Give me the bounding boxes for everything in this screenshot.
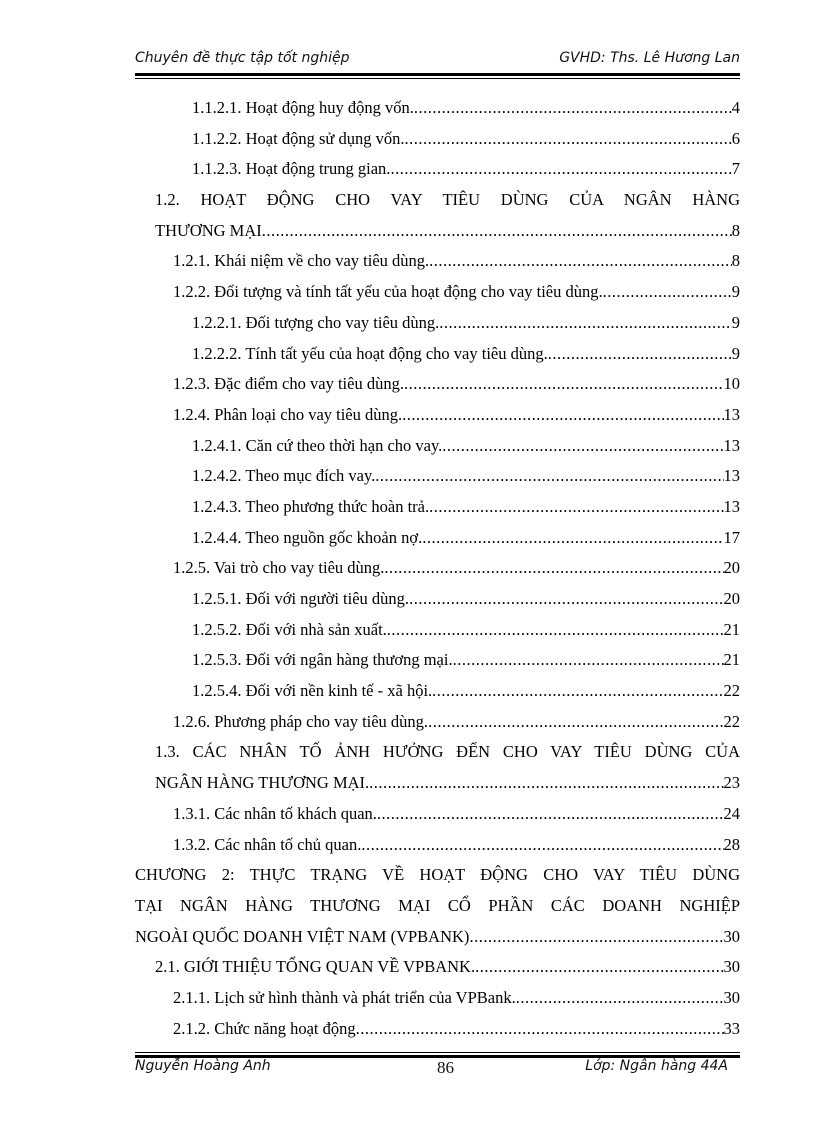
toc-entry [135,584,740,615]
toc-entry [135,645,740,676]
toc-entry-title: 2.1.1. Lịch sử hình thành và phát triển của VPBank. [173,987,516,1007]
toc-entry-page: 22 [723,711,740,731]
toc-entry-page: 8 [731,220,740,240]
toc-entry-page: 4 [731,98,740,117]
toc-entry-title: 1.2.4. Phân loại cho vay tiêu dùng. [173,404,403,424]
toc-entry-page: 23 [723,773,740,793]
toc-entry [135,707,740,738]
toc-entry-page: 10 [723,374,740,394]
toc-entry-page: 21 [723,619,740,639]
toc-entry-title-line1: CHƯƠNG 2: THỰC TRẠNG VỀ HOẠT ĐỘNG CHO VAY TIÊU DÙNG [135,865,740,885]
toc-entry-title: 1.2.4.2. Theo mục đích vay. [192,466,376,486]
toc-entry-title-line2: NGÂN HÀNG THƯƠNG MẠI. [155,773,370,793]
toc-entry-title: 1.2.5.1. Đối với người tiêu dùng. [192,589,410,608]
toc-entry-title: 1.3.1. Các nhân tố khách quan. [173,803,377,823]
toc-entry-page: 17 [723,527,740,547]
toc-entry-page: 24 [723,803,740,823]
toc-entry-title: 1.2.2.1. Đối tượng cho vay tiêu dùng. [192,312,440,332]
toc-entry-title: 1.3.2. Các nhân tố chủ quan. [173,834,362,854]
toc-entry-page: 6 [731,128,740,148]
toc-entry-title: 2.1.2. Chức năng hoạt động [173,1018,356,1038]
toc-entry-page: 30 [723,926,740,946]
toc-entry [135,93,740,124]
toc-entry-title: 1.2.4.4. Theo nguồn gốc khoản nợ. [192,527,423,547]
toc-entry-multiline [135,216,740,247]
toc-entry [135,339,740,370]
toc-entry [135,277,740,308]
toc-entry [135,461,740,492]
toc-entry [135,830,740,861]
toc-entry-multiline [135,891,740,922]
toc-entry [135,431,740,462]
toc-entry-page: 9 [731,282,740,302]
toc-entry-page: 8 [731,251,740,271]
toc-entry-page: 28 [723,834,740,854]
toc-entry-page: 21 [723,650,740,670]
toc-entry [135,523,740,554]
toc-entry-title: 1.2.5.4. Đối với nền kinh tế - xã hội. [192,681,433,701]
toc-entry-page: 30 [723,957,740,977]
toc-entry [135,246,740,277]
toc-entry-multiline [135,860,740,891]
toc-entry-title: 1.2.4.1. Căn cứ theo thời hạn cho vay. [192,435,443,455]
toc-entry-page: 13 [723,435,740,455]
footer-rule-thin [135,1052,740,1053]
toc-entry-title: 1.2.4.3. Theo phương thức hoàn trả. [192,496,430,516]
header-rule-thick [135,73,740,76]
header-rule-thin [135,78,740,79]
toc-entry-title-line2: TẠI NGÂN HÀNG THƯƠNG MẠI CỔ PHẦN CÁC DOANH NGHIỆP [135,895,740,915]
toc-entry-page: 13 [723,404,740,424]
toc-entry-page: 9 [731,312,740,332]
toc-entry-title-line3: NGOÀI QUỐC DOANH VIỆT NAM (VPBANK) [135,926,470,946]
toc-entry-page: 33 [723,1018,740,1038]
toc-entry-page: 13 [723,496,740,516]
toc-entry-page: 13 [723,466,740,486]
toc-entry-title-line1: 1.2. HOẠT ĐỘNG CHO VAY TIÊU DÙNG CỦA NGÂN HÀNG [155,190,740,210]
toc-entry-title: 1.2.6. Phương pháp cho vay tiêu dùng. [173,711,429,731]
toc-entry [135,799,740,830]
toc-entry-multiline [135,737,740,768]
toc-entry-page: 20 [723,558,740,578]
header-title: Chuyên đề thực tập tốt nghiệp [135,50,350,66]
toc-entry-title-line2: THƯƠNG MẠI [155,220,262,240]
toc-entry [135,492,740,523]
toc-entry-multiline [135,185,740,216]
toc-entry-title: 1.1.2.3. Hoạt động trung gian. [192,159,391,179]
toc-entry-title: 1.2.5. Vai trò cho vay tiêu dùng. [173,558,385,578]
toc-entry-title: 1.2.3. Đặc điểm cho vay tiêu dùng. [173,374,404,394]
header-advisor: GVHD: Ths. Lê Hương Lan [559,50,740,66]
toc-entry-title: 1.1.2.2. Hoạt động sử dụng vốn. [192,128,405,148]
toc-entry [135,154,740,185]
toc-entry-title: 2.1. GIỚI THIỆU TỔNG QUAN VỀ VPBANK. [155,957,476,977]
toc-entry-title-line1: 1.3. CÁC NHÂN TỐ ẢNH HƯỞNG ĐẾN CHO VAY TIÊU DÙNG CỦA [155,742,740,762]
toc-entry-page: 20 [723,589,740,608]
toc-entry [135,553,740,584]
footer-class: Lớp: Ngân hàng 44A [585,1058,728,1074]
footer-author: Nguyễn Hoàng Anh [135,1058,271,1074]
toc-entry [135,676,740,707]
toc-entry-title: 1.2.2.2. Tính tất yếu của hoạt động cho vay tiêu dùng. [192,343,548,363]
toc-entry-page: 7 [731,159,740,179]
toc-entry-page: 30 [723,987,740,1007]
toc-entry-title: 1.2.1. Khái niệm về cho vay tiêu dùng. [173,251,430,271]
page-footer [135,1058,740,1082]
toc-entry [135,983,740,1014]
footer-page-number: 86 [437,1058,454,1077]
toc-entry-title: 1.2.2. Đối tượng và tính tất yếu của hoạt động cho vay tiêu dùng. [173,282,603,302]
toc-entry [135,124,740,155]
toc-entry [135,369,740,400]
toc-entry [135,308,740,339]
toc-entry [135,952,740,983]
toc-entry-multiline [135,922,740,953]
toc-entry [135,615,740,646]
toc-entry-title: 1.2.5.2. Đối với nhà sản xuất. [192,619,387,639]
toc-entry [135,1014,740,1045]
toc-entry-page: 22 [723,681,740,701]
toc-entry-title: 1.1.2.1. Hoạt động huy động vốn. [192,98,414,117]
toc-entry-page: 9 [731,343,740,363]
table-of-contents [135,93,740,1044]
toc-entry [135,400,740,431]
toc-entry-multiline [135,768,740,799]
toc-entry-title: 1.2.5.3. Đối với ngân hàng thương mại. [192,650,453,670]
page-header [135,46,740,70]
